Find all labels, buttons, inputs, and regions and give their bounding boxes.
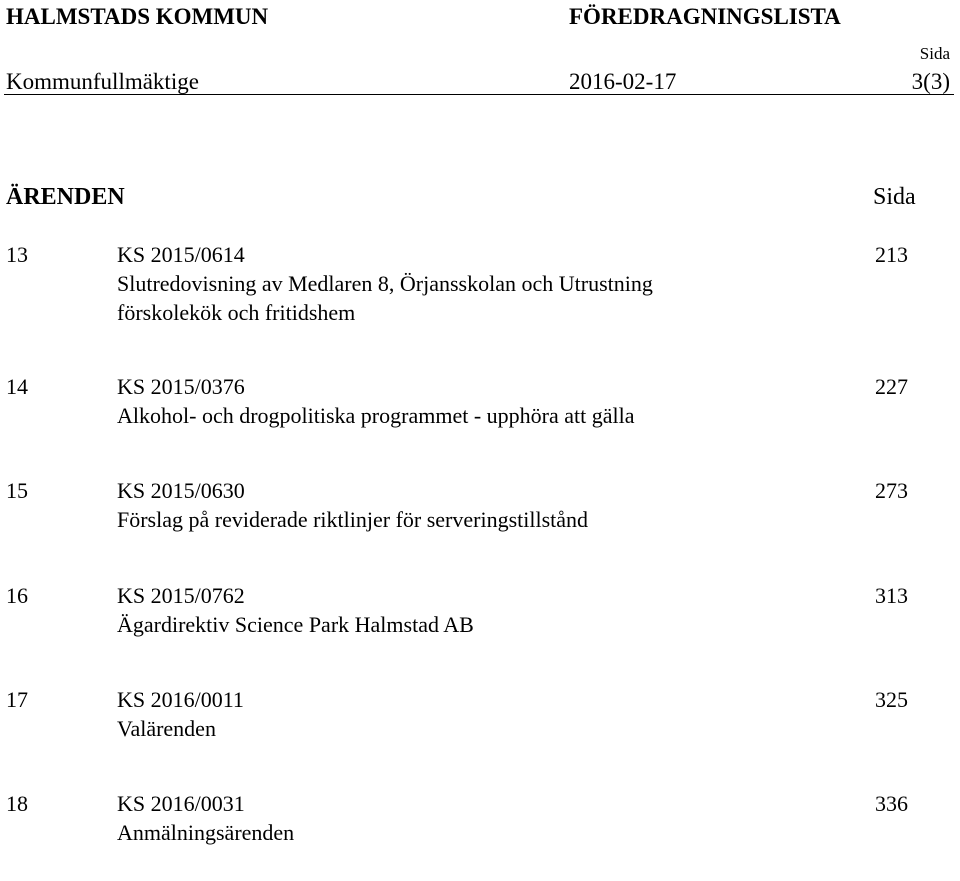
agenda-item-number: 16 [6, 583, 28, 608]
agenda-item-number: 18 [6, 791, 28, 816]
agenda-item-page: 313 [875, 583, 908, 608]
agenda-item-description-line: Anmälningsärenden [117, 820, 295, 845]
agenda-item-description-line: Ägardirektiv Science Park Halmstad AB [117, 612, 474, 637]
governing-body: Kommunfullmäktige [6, 69, 199, 94]
agenda-item-page: 336 [875, 791, 908, 816]
agenda-item [0, 374, 960, 464]
section-title: ÄRENDEN [6, 184, 125, 210]
agenda-item-description-line: Förslag på reviderade riktlinjer för serveringstillstånd [117, 507, 589, 532]
agenda-item [0, 583, 960, 673]
agenda-item-reference: KS 2016/0031 [117, 791, 245, 816]
agenda-item-description [117, 610, 757, 639]
agenda-item-description-line: förskolekök och fritidshem [117, 300, 356, 325]
agenda-item-page: 227 [875, 374, 908, 399]
document-type: FÖREDRAGNINGSLISTA [569, 4, 841, 29]
agenda-item-description [117, 269, 757, 327]
agenda-item-number: 13 [6, 242, 28, 267]
agenda-item-reference: KS 2015/0762 [117, 583, 245, 608]
page-label: Sida [919, 44, 950, 63]
agenda-item-description-line: Slutredovisning av Medlaren 8, Örjansskolan och Utrustning [117, 271, 653, 296]
organization-name: HALMSTADS KOMMUN [6, 4, 269, 29]
agenda-item [0, 687, 960, 777]
agenda-item-description-line: Valärenden [117, 716, 216, 741]
header-rule [4, 94, 954, 95]
agenda-item-reference: KS 2015/0376 [117, 374, 245, 399]
agenda-item-page: 273 [875, 478, 908, 503]
agenda-item-number: 15 [6, 478, 28, 503]
agenda-item-number: 14 [6, 374, 28, 399]
agenda-item-reference: KS 2016/0011 [117, 687, 244, 712]
section-page-column-label: Sida [873, 184, 916, 210]
agenda-item-page: 213 [875, 242, 908, 267]
agenda-item [0, 478, 960, 568]
agenda-item [0, 791, 960, 881]
meeting-date: 2016-02-17 [569, 69, 677, 94]
agenda-item-description [117, 505, 757, 534]
agenda-item-description [117, 818, 757, 847]
agenda-item-reference: KS 2015/0614 [117, 242, 245, 267]
agenda-item [0, 242, 960, 332]
agenda-item-description [117, 401, 757, 430]
agenda-item-description-line: Alkohol- och drogpolitiska programmet - upphöra att gälla [117, 403, 635, 428]
agenda-item-page: 325 [875, 687, 908, 712]
agenda-item-reference: KS 2015/0630 [117, 478, 245, 503]
agenda-item-description [117, 714, 757, 743]
page-number: 3(3) [911, 69, 950, 94]
agenda-item-number: 17 [6, 687, 28, 712]
